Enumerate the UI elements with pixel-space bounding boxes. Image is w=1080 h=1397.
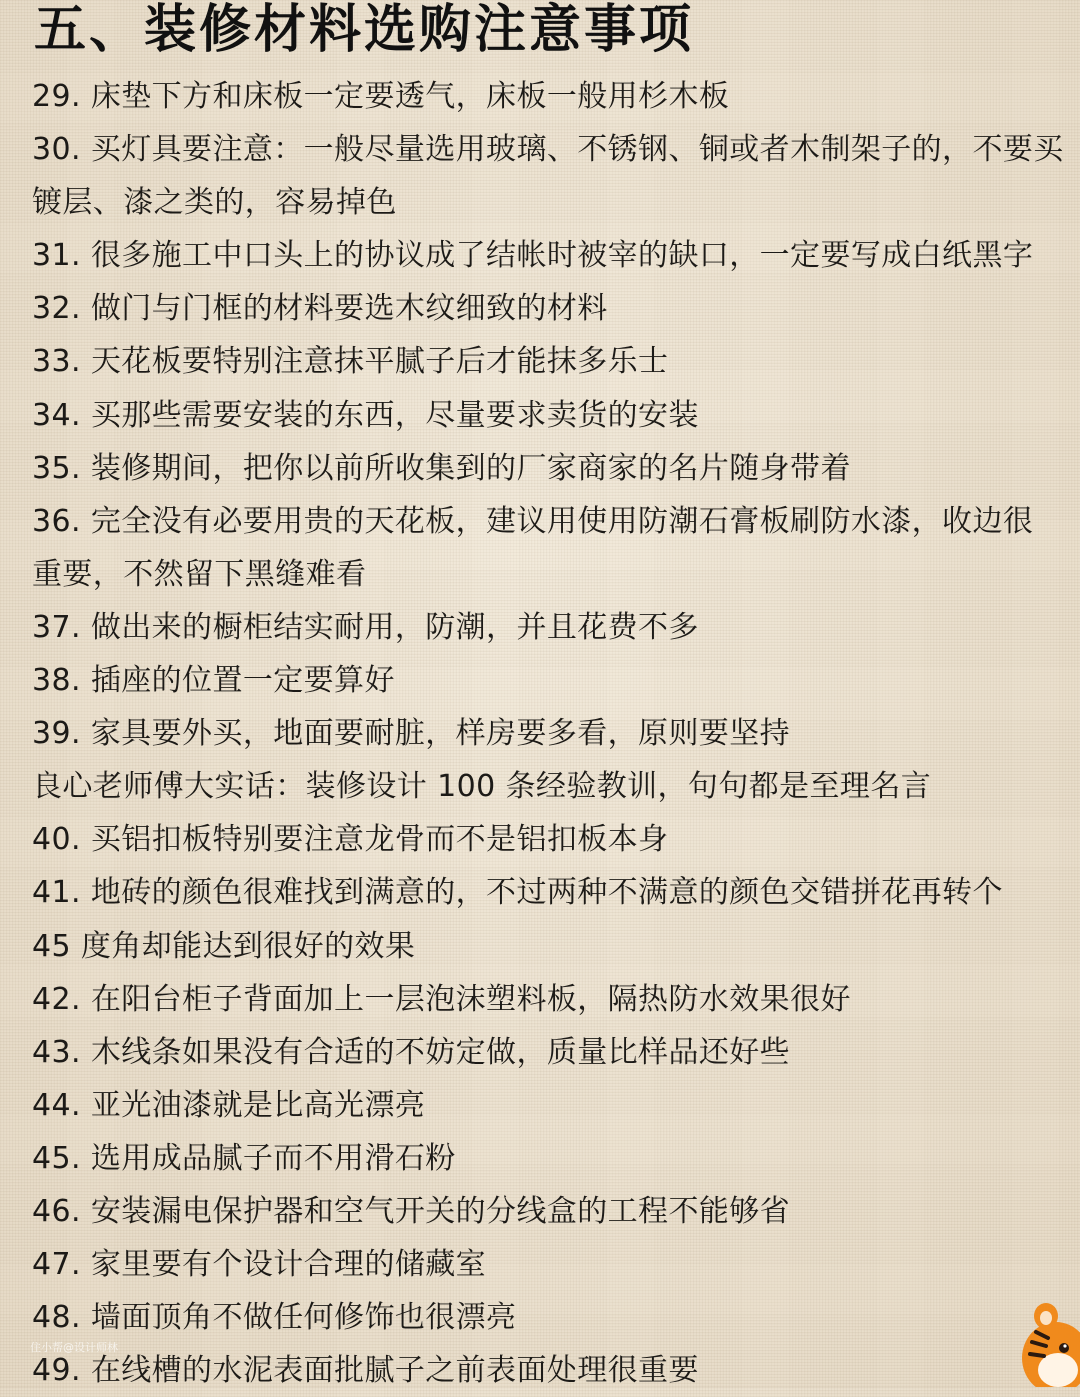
tips-list <box>32 70 1080 1397</box>
list-item: 38. 插座的位置一定要算好 <box>32 663 395 699</box>
page-title: 五、装修材料选购注意事项 <box>34 0 695 60</box>
list-item: 35. 装修期间，把你以前所收集到的厂家商家的名片随身带着 <box>32 450 851 486</box>
list-item: 48. 墙面顶角不做任何修饰也很漂亮 <box>32 1300 517 1336</box>
list-item: 34. 买那些需要安装的东西，尽量要求卖货的安装 <box>32 397 699 433</box>
tiger-mascot-icon <box>1006 1296 1080 1387</box>
list-item: 29. 床垫下方和床板一定要透气，床板一般用杉木板 <box>32 79 730 114</box>
list-item: 30. 买灯具要注意：一般尽量选用玻璃、不锈钢、铜或者木制架子的，不要买 <box>32 132 1064 168</box>
list-item: 40. 买铝扣板特别要注意龙骨而不是铝扣板本身 <box>32 822 669 858</box>
list-item: 46. 安装漏电保护器和空气开关的分线盒的工程不能够省 <box>32 1193 791 1229</box>
subheading: 良心老师傅大实话：装修设计 100 条经验教训，句句都是至理名言 <box>32 769 932 805</box>
list-item: 41. 地砖的颜色很难找到满意的，不过两种不满意的颜色交错拼花再转个 <box>32 875 1003 911</box>
list-item: 42. 在阳台柜子背面加上一层泡沫塑料板，隔热防水效果很好 <box>32 981 851 1017</box>
list-item: 32. 做门与门框的材料要选木纹细致的材料 <box>32 291 608 327</box>
list-item: 45 度角却能达到很好的效果 <box>32 928 416 964</box>
list-item: 镀层、漆之类的，容易掉色 <box>32 185 397 221</box>
list-item: 33. 天花板要特别注意抹平腻子后才能抹多乐士 <box>32 344 669 380</box>
list-item: 47. 家里要有个设计合理的储藏室 <box>32 1247 487 1283</box>
list-item: 45. 选用成品腻子而不用滑石粉 <box>32 1140 456 1176</box>
list-item: 重要，不然留下黑缝难看 <box>32 556 367 592</box>
watermark: 住小帮@设计师林 <box>30 1341 118 1354</box>
list-item: 36. 完全没有必要用贵的天花板，建议用使用防潮石膏板刷防水漆，收边很 <box>32 503 1034 539</box>
list-item: 37. 做出来的橱柜结实耐用，防潮，并且花费不多 <box>32 609 699 645</box>
list-item: 44. 亚光油漆就是比高光漂亮 <box>32 1087 426 1123</box>
list-item: 39. 家具要外买，地面要耐脏，样房要多看，原则要坚持 <box>32 716 791 752</box>
list-item: 49. 在线槽的水泥表面批腻子之前表面处理很重要 <box>32 1353 699 1389</box>
list-item: 31. 很多施工中口头上的协议成了结帐时被宰的缺口，一定要写成白纸黑字 <box>32 238 1034 274</box>
list-item: 43. 木线条如果没有合适的不妨定做，质量比样品还好些 <box>32 1034 791 1070</box>
